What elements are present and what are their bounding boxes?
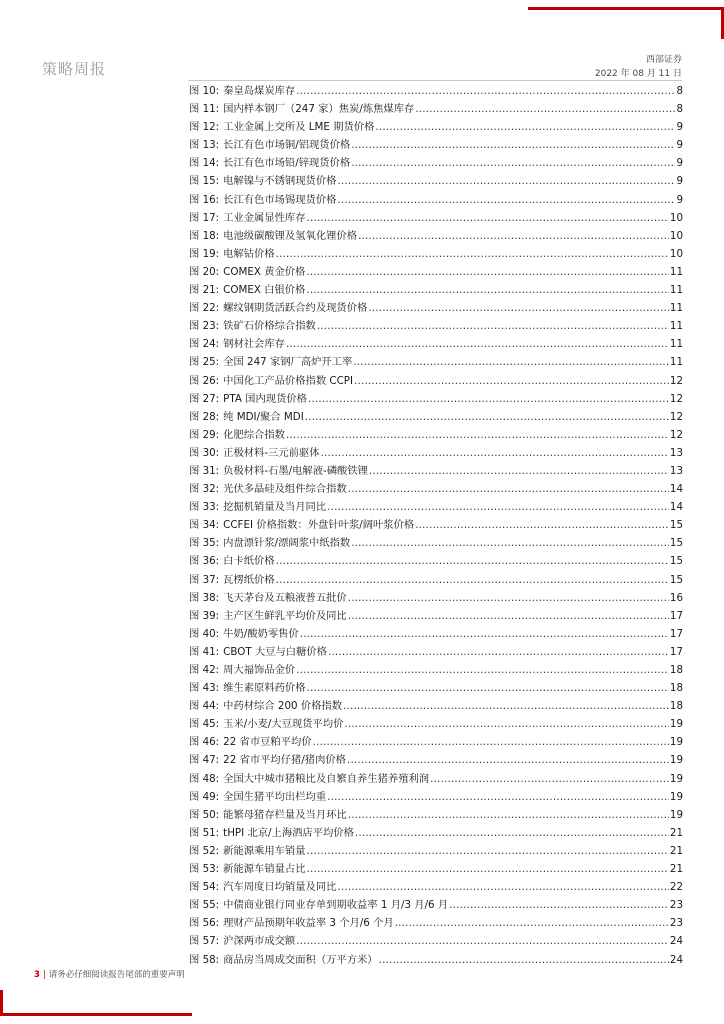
toc-entry-title: 长江有色市场锡现货价格 xyxy=(223,193,337,206)
toc-leader-dots xyxy=(415,100,675,118)
report-date: 2022 年 08 月 11 日 xyxy=(594,69,682,79)
toc-leader-dots xyxy=(306,263,669,281)
toc-leader-dots xyxy=(328,643,669,661)
toc-entry-label: 图 54: xyxy=(189,881,220,894)
toc-entry-page: 9 xyxy=(676,121,683,134)
toc-entry-page: 24 xyxy=(669,935,683,948)
toc-leader-dots xyxy=(449,896,669,914)
toc-leader-dots xyxy=(415,516,669,534)
toc-entry-title: tHPI 北京/上海酒店平均价格 xyxy=(223,826,354,839)
toc-entry-page: 17 xyxy=(669,645,683,658)
toc-entry-title: 新能源乘用车销量 xyxy=(223,844,306,857)
toc-entry-label: 图 37: xyxy=(189,573,220,586)
toc-leader-dots xyxy=(358,227,669,245)
toc-entry[interactable] xyxy=(189,227,683,245)
toc-entry-page: 9 xyxy=(676,157,683,170)
toc-entry-label: 图 42: xyxy=(189,664,220,676)
toc-entry-label: 图 27: xyxy=(189,392,220,405)
toc-entry[interactable] xyxy=(189,715,683,733)
toc-leader-dots xyxy=(355,824,669,842)
toc-entry[interactable] xyxy=(189,444,683,462)
toc-entry[interactable] xyxy=(189,191,683,209)
toc-leader-dots xyxy=(347,751,669,769)
toc-entry-title: PTA 国内现货价格 xyxy=(223,392,307,405)
toc-leader-dots xyxy=(306,281,669,299)
toc-entry-label: 图 19: xyxy=(189,247,220,260)
toc-leader-dots xyxy=(308,390,669,408)
toc-entry[interactable] xyxy=(189,154,683,172)
toc-entry[interactable] xyxy=(189,625,683,643)
toc-entry-label: 图 14: xyxy=(189,157,220,170)
toc-leader-dots xyxy=(351,154,675,172)
toc-entry-label: 图 44: xyxy=(189,700,220,713)
toc-entry-label: 图 43: xyxy=(189,682,220,695)
toc-leader-dots xyxy=(305,408,669,426)
toc-entry-label: 图 39: xyxy=(189,609,220,622)
toc-entry-title: 铁矿石价格综合指数 xyxy=(223,320,316,333)
toc-entry-label: 图 38: xyxy=(189,591,220,604)
toc-leader-dots xyxy=(348,480,669,498)
header-divider xyxy=(188,80,682,81)
toc-entry-page: 15 xyxy=(669,555,683,568)
toc-leader-dots xyxy=(286,335,669,353)
toc-entry-title: COMEX 黄金价格 xyxy=(223,265,306,278)
toc-entry-page: 18 xyxy=(669,700,683,713)
toc-entry-page: 14 xyxy=(669,501,683,514)
toc-entry-title: 飞天茅台及五粮液普五批价 xyxy=(223,591,347,604)
toc-entry[interactable] xyxy=(189,390,683,408)
toc-entry[interactable] xyxy=(189,552,683,570)
toc-entry-title: 电池级碳酸锂及氢氧化锂价格 xyxy=(223,229,358,242)
toc-leader-dots xyxy=(348,589,669,607)
toc-entry[interactable] xyxy=(189,534,683,552)
toc-entry-page: 13 xyxy=(669,446,683,459)
toc-leader-dots xyxy=(276,571,669,589)
toc-entry-page: 11 xyxy=(669,284,683,297)
toc-leader-dots xyxy=(307,679,669,697)
toc-entry-page: 18 xyxy=(669,664,683,676)
toc-entry-label: 图 30: xyxy=(189,446,220,459)
toc-entry-title: 电解镍与不锈钢现货价格 xyxy=(223,175,337,188)
toc-entry-title: 白卡纸价格 xyxy=(223,555,275,568)
toc-entry-label: 图 25: xyxy=(189,356,220,369)
toc-entry[interactable] xyxy=(189,806,683,824)
toc-entry-label: 图 40: xyxy=(189,627,220,640)
toc-entry-page: 10 xyxy=(669,229,683,242)
toc-entry-title: 挖掘机销量及当月同比 xyxy=(223,501,327,514)
brand-name: 西部证券 xyxy=(645,55,682,65)
toc-leader-dots xyxy=(348,806,669,824)
toc-entry-title: 玉米/小麦/大豆现货平均价 xyxy=(223,718,344,731)
toc-entry[interactable] xyxy=(189,480,683,498)
toc-entry-page: 18 xyxy=(669,682,683,695)
toc-entry-page: 9 xyxy=(676,139,683,152)
toc-entry-label: 图 57: xyxy=(189,935,220,948)
toc-entry-label: 图 36: xyxy=(189,555,220,568)
toc-entry[interactable] xyxy=(189,589,683,607)
toc-entry-page: 11 xyxy=(669,265,683,278)
toc-entry-page: 9 xyxy=(676,193,683,206)
toc-entry-page: 8 xyxy=(676,103,683,116)
toc-leader-dots xyxy=(313,733,669,751)
figure-list xyxy=(189,82,683,969)
toc-leader-dots xyxy=(344,715,669,733)
toc-entry-label: 图 32: xyxy=(189,483,220,496)
page-number: 3 xyxy=(34,970,40,980)
toc-entry-label: 图 53: xyxy=(189,863,220,876)
toc-leader-dots xyxy=(296,932,669,950)
toc-entry-page: 15 xyxy=(669,519,683,532)
toc-leader-dots xyxy=(307,860,669,878)
toc-entry-title: 主产区生鲜乳平均价及同比 xyxy=(223,609,347,622)
toc-entry-page: 19 xyxy=(669,718,683,731)
toc-leader-dots xyxy=(296,661,669,679)
toc-entry-page: 21 xyxy=(669,826,683,839)
corner-accent-bottom xyxy=(0,1013,192,1016)
toc-entry-page: 10 xyxy=(669,247,683,260)
toc-entry[interactable] xyxy=(189,788,683,806)
toc-entry-label: 图 46: xyxy=(189,736,220,749)
toc-leader-dots xyxy=(351,136,675,154)
toc-entry[interactable] xyxy=(189,263,683,281)
toc-entry[interactable] xyxy=(189,770,683,788)
toc-entry[interactable] xyxy=(189,462,683,480)
toc-entry-page: 21 xyxy=(669,863,683,876)
toc-entry-page: 19 xyxy=(669,808,683,821)
toc-entry-label: 图 18: xyxy=(189,229,220,242)
toc-entry-title: 理财产品预期年收益率 3 个月/6 个月 xyxy=(223,917,394,930)
toc-entry-title: 螺纹钢期货活跃合约及现货价格 xyxy=(223,302,368,315)
toc-leader-dots xyxy=(321,444,669,462)
toc-leader-dots xyxy=(276,552,669,570)
toc-entry[interactable] xyxy=(189,317,683,335)
toc-entry-title: 国内样本钢厂（247 家）焦炭/炼焦煤库存 xyxy=(223,103,415,116)
toc-entry-title: 纯 MDI/聚合 MDI xyxy=(223,410,304,423)
footer-disclaimer: 请务必仔细阅读报告尾部的重要声明 xyxy=(48,970,185,980)
toc-entry[interactable] xyxy=(189,860,683,878)
toc-entry-page: 16 xyxy=(669,591,683,604)
toc-entry[interactable] xyxy=(189,82,683,100)
toc-entry-label: 图 23: xyxy=(189,320,220,333)
toc-entry[interactable] xyxy=(189,842,683,860)
toc-entry-page: 12 xyxy=(669,428,683,441)
toc-entry-label: 图 28: xyxy=(189,410,220,423)
toc-entry-page: 23 xyxy=(669,917,683,930)
toc-entry[interactable] xyxy=(189,498,683,516)
toc-entry[interactable] xyxy=(189,914,683,932)
toc-entry-title: 全国大中城市猪粮比及自繁自养生猪养殖利润 xyxy=(223,772,430,785)
toc-entry-page: 12 xyxy=(669,410,683,423)
toc-leader-dots xyxy=(327,498,669,516)
toc-entry-label: 图 56: xyxy=(189,917,220,930)
toc-leader-dots xyxy=(276,245,669,263)
toc-entry-title: 长江有色市场铅/锌现货价格 xyxy=(223,157,351,170)
toc-leader-dots xyxy=(348,607,669,625)
toc-entry-page: 8 xyxy=(676,85,683,97)
toc-entry-label: 图 52: xyxy=(189,844,220,857)
toc-entry-title: 工业金属上交所及 LME 期货价格 xyxy=(223,121,375,134)
toc-entry[interactable] xyxy=(189,516,683,534)
toc-entry-label: 图 33: xyxy=(189,501,220,514)
toc-entry-title: 秦皇岛煤炭库存 xyxy=(223,85,296,97)
toc-entry-label: 图 12: xyxy=(189,121,220,134)
toc-entry-page: 15 xyxy=(669,537,683,550)
toc-entry-page: 13 xyxy=(669,464,683,477)
toc-entry-label: 图 41: xyxy=(189,645,220,658)
toc-entry[interactable] xyxy=(189,824,683,842)
toc-entry-label: 图 34: xyxy=(189,519,220,532)
toc-entry-title: 沪深两市成交额 xyxy=(223,935,296,948)
toc-leader-dots xyxy=(307,842,669,860)
toc-entry-label: 图 55: xyxy=(189,899,220,912)
toc-entry[interactable] xyxy=(189,896,683,914)
toc-entry-title: 22 省市平均仔猪/猪肉价格 xyxy=(223,754,346,767)
toc-entry[interactable] xyxy=(189,353,683,371)
toc-entry-title: 工业金属显性库存 xyxy=(223,211,306,224)
toc-entry[interactable] xyxy=(189,335,683,353)
toc-entry-label: 图 20: xyxy=(189,265,220,278)
toc-leader-dots xyxy=(296,82,675,100)
toc-entry-label: 图 26: xyxy=(189,374,220,387)
toc-entry-label: 图 31: xyxy=(189,464,220,477)
toc-entry-page: 12 xyxy=(669,374,683,387)
toc-entry[interactable] xyxy=(189,679,683,697)
toc-leader-dots xyxy=(430,770,669,788)
toc-entry-label: 图 48: xyxy=(189,772,220,785)
toc-leader-dots xyxy=(351,534,669,552)
toc-entry-title: 电解钴价格 xyxy=(223,247,275,260)
toc-entry[interactable] xyxy=(189,136,683,154)
toc-entry-label: 图 50: xyxy=(189,808,220,821)
toc-leader-dots xyxy=(368,299,669,317)
toc-entry-label: 图 16: xyxy=(189,193,220,206)
toc-leader-dots xyxy=(327,788,669,806)
toc-leader-dots xyxy=(317,317,669,335)
toc-entry-title: COMEX 白银价格 xyxy=(223,284,306,297)
toc-entry-page: 23 xyxy=(669,899,683,912)
toc-entry-page: 24 xyxy=(669,953,683,966)
toc-leader-dots xyxy=(337,878,668,896)
page-footer xyxy=(34,968,185,980)
toc-entry[interactable] xyxy=(189,571,683,589)
toc-entry[interactable] xyxy=(189,643,683,661)
toc-entry[interactable] xyxy=(189,661,683,679)
corner-accent-bottom-vertical xyxy=(0,990,3,1016)
toc-entry-title: 长江有色市场铜/铝现货价格 xyxy=(223,139,351,152)
toc-entry[interactable] xyxy=(189,245,683,263)
toc-entry-page: 19 xyxy=(669,790,683,803)
toc-entry[interactable] xyxy=(189,281,683,299)
toc-entry-title: 瓦楞纸价格 xyxy=(223,573,275,586)
toc-entry-title: 周大福饰品金价 xyxy=(223,664,296,676)
toc-entry-page: 19 xyxy=(669,736,683,749)
toc-entry-title: 钢材社会库存 xyxy=(223,338,285,351)
toc-entry-title: 中药材综合 200 价格指数 xyxy=(223,700,343,713)
toc-entry-page: 17 xyxy=(669,609,683,622)
toc-entry-title: 新能源车销量占比 xyxy=(223,863,306,876)
toc-entry-label: 图 21: xyxy=(189,284,220,297)
toc-entry-title: CBOT 大豆与白糖价格 xyxy=(223,645,327,658)
toc-entry-title: 内盘漂针浆/漂阔浆中纸指数 xyxy=(223,537,351,550)
toc-entry[interactable] xyxy=(189,372,683,390)
toc-leader-dots xyxy=(395,914,669,932)
toc-entry-title: 光伏多晶硅及组件综合指数 xyxy=(223,483,347,496)
toc-entry-page: 14 xyxy=(669,483,683,496)
toc-entry-page: 9 xyxy=(676,175,683,188)
toc-entry[interactable] xyxy=(189,426,683,444)
toc-leader-dots xyxy=(337,172,675,190)
toc-entry-label: 图 51: xyxy=(189,826,220,839)
toc-entry[interactable] xyxy=(189,100,683,118)
footer-separator: | xyxy=(42,970,46,980)
toc-entry-title: 全国 247 家钢厂高炉开工率 xyxy=(223,356,353,369)
toc-leader-dots xyxy=(337,191,675,209)
toc-entry-title: 负极材料-石墨/电解液-磷酸铁锂 xyxy=(223,464,368,477)
toc-leader-dots xyxy=(307,209,669,227)
toc-entry-label: 图 29: xyxy=(189,428,220,441)
toc-entry-label: 图 10: xyxy=(189,85,220,97)
toc-entry-page: 10 xyxy=(669,211,683,224)
toc-entry-title: 中债商业银行同业存单到期收益率 1 月/3 月/6 月 xyxy=(223,899,449,912)
toc-entry-page: 15 xyxy=(669,573,683,586)
toc-entry-label: 图 49: xyxy=(189,790,220,803)
toc-entry-page: 19 xyxy=(669,772,683,785)
toc-entry-label: 图 24: xyxy=(189,338,220,351)
toc-entry[interactable] xyxy=(189,733,683,751)
toc-leader-dots xyxy=(286,426,669,444)
report-type: 策略周报 xyxy=(42,60,107,78)
toc-entry-page: 17 xyxy=(669,627,683,640)
toc-leader-dots xyxy=(354,372,669,390)
toc-entry-label: 图 13: xyxy=(189,139,220,152)
toc-leader-dots xyxy=(369,462,669,480)
toc-entry-label: 图 35: xyxy=(189,537,220,550)
toc-entry-title: 维生素原料药价格 xyxy=(223,682,306,695)
toc-entry-page: 22 xyxy=(669,881,683,894)
toc-entry[interactable] xyxy=(189,209,683,227)
toc-entry-label: 图 22: xyxy=(189,302,220,315)
toc-entry[interactable] xyxy=(189,951,683,969)
toc-entry-title: 商品房当周成交面积（万平方米） xyxy=(223,953,378,966)
toc-entry-title: CCFEI 价格指数：外盘针叶浆/阔叶浆价格 xyxy=(223,519,415,532)
toc-entry-label: 图 15: xyxy=(189,175,220,188)
toc-entry[interactable] xyxy=(189,118,683,136)
toc-entry[interactable] xyxy=(189,878,683,896)
toc-entry-page: 19 xyxy=(669,754,683,767)
toc-leader-dots xyxy=(353,353,669,371)
toc-entry[interactable] xyxy=(189,607,683,625)
toc-entry[interactable] xyxy=(189,408,683,426)
corner-accent-top xyxy=(528,7,724,10)
toc-entry-page: 11 xyxy=(669,302,683,315)
toc-entry-page: 11 xyxy=(669,338,683,351)
toc-entry-title: 牛奶/酸奶零售价 xyxy=(223,627,299,640)
toc-entry-label: 图 58: xyxy=(189,953,220,966)
toc-entry-title: 全国生猪平均出栏均重 xyxy=(223,790,327,803)
toc-entry[interactable] xyxy=(189,751,683,769)
toc-entry-label: 图 45: xyxy=(189,718,220,731)
toc-entry-title: 22 省市豆粕平均价 xyxy=(223,736,312,749)
toc-entry-label: 图 11: xyxy=(189,103,220,116)
toc-entry-title: 能繁母猪存栏量及当月环比 xyxy=(223,808,347,821)
toc-entry-page: 12 xyxy=(669,392,683,405)
toc-leader-dots xyxy=(375,118,675,136)
toc-entry-label: 图 17: xyxy=(189,211,220,224)
toc-entry[interactable] xyxy=(189,932,683,950)
toc-entry[interactable] xyxy=(189,697,683,715)
toc-entry-title: 正极材料-三元前驱体 xyxy=(223,446,320,459)
toc-entry-label: 图 47: xyxy=(189,754,220,767)
toc-entry-title: 化肥综合指数 xyxy=(223,428,285,441)
toc-entry-page: 21 xyxy=(669,844,683,857)
toc-entry-page: 11 xyxy=(669,320,683,333)
toc-leader-dots xyxy=(300,625,669,643)
toc-entry[interactable] xyxy=(189,299,683,317)
toc-leader-dots xyxy=(343,697,669,715)
toc-entry-page: 11 xyxy=(669,356,683,369)
toc-entry-title: 中国化工产品价格指数 CCPI xyxy=(223,374,354,387)
toc-leader-dots xyxy=(379,951,669,969)
toc-entry-title: 汽车周度日均销量及同比 xyxy=(223,881,337,894)
toc-entry[interactable] xyxy=(189,172,683,190)
